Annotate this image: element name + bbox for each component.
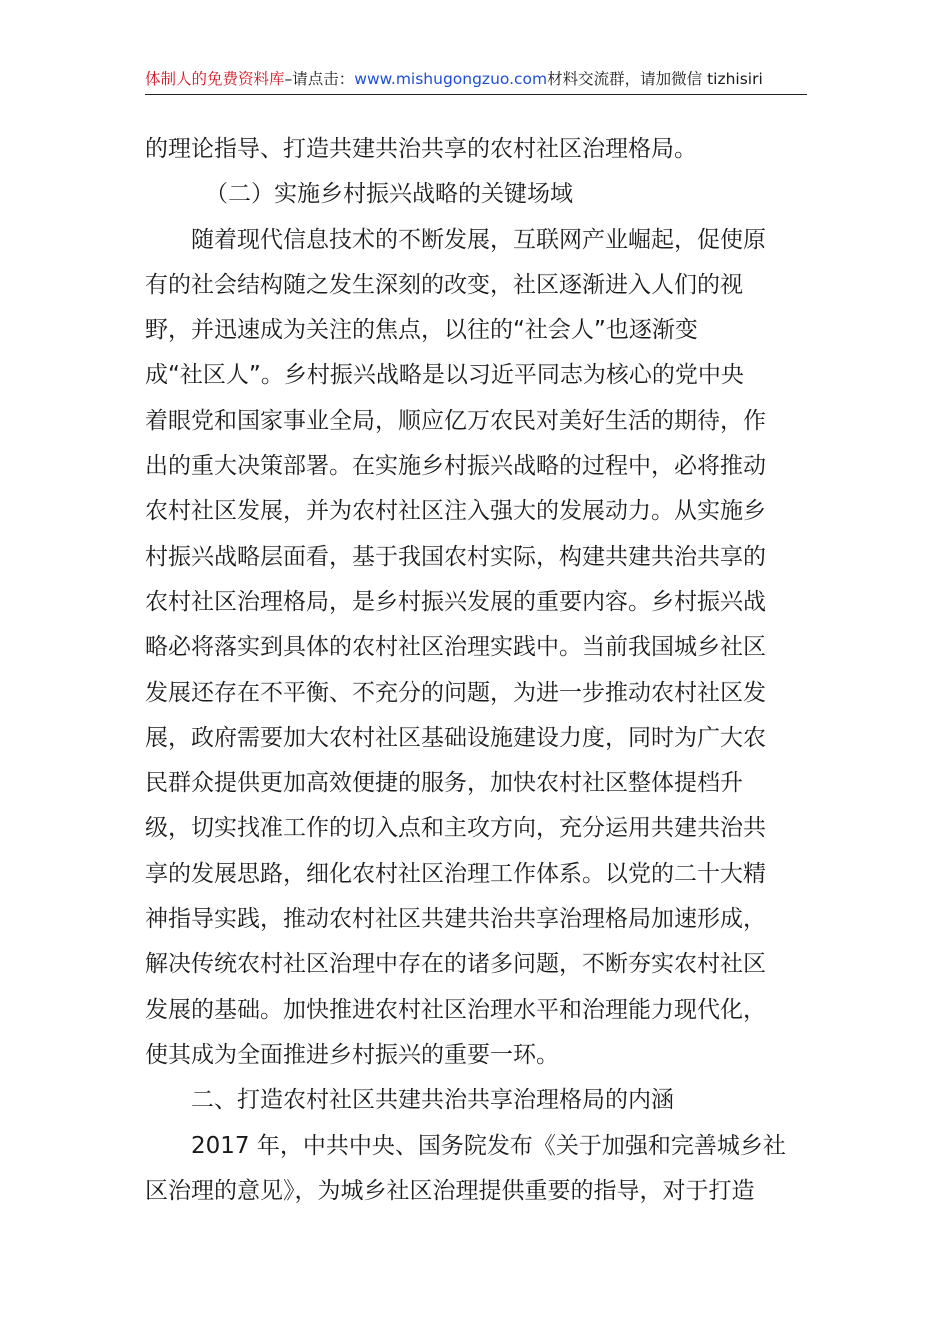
- click-prompt: –请点击：: [284, 70, 355, 88]
- paragraph-line: 发展还存在不平衡、不充分的问题，为进一步推动农村社区发: [145, 679, 766, 706]
- page-header: [145, 66, 807, 95]
- paragraph-line: 农村社区发展，并为农村社区注入强大的发展动力。从实施乡: [145, 498, 766, 525]
- wechat-note: 材料交流群，请加微信 tizhisiri: [547, 70, 763, 88]
- paragraph-line: 有的社会结构随之发生深刻的改变，社区逐渐进入人们的视: [145, 271, 743, 298]
- paragraph-line: 出的重大决策部署。在实施乡村振兴战略的过程中，必将推动: [145, 453, 766, 480]
- paragraph-line: 野，并迅速成为关注的焦点，以往的“社会人”也逐渐变: [145, 317, 698, 344]
- paragraph-line: 区治理的意见》，为城乡社区治理提供重要的指导，对于打造: [145, 1177, 755, 1204]
- paragraph-line: 随着现代信息技术的不断发展，互联网产业崛起，促使原: [191, 226, 766, 253]
- paragraph-line: 的理论指导、打造共建共治共享的农村社区治理格局。: [145, 136, 697, 162]
- paragraph-line: 着眼党和国家事业全局，顺应亿万农民对美好生活的期待，作: [145, 407, 766, 434]
- section-heading: （二）实施乡村振兴战略的关键场域: [205, 181, 573, 208]
- paragraph-line: 2017 年，中共中央、国务院发布《关于加强和完善城乡社: [191, 1132, 786, 1159]
- paragraph-line: 级，切实找准工作的切入点和主攻方向，充分运用共建共治共: [145, 815, 766, 842]
- paragraph-line: 略必将落实到具体的农村社区治理实践中。当前我国城乡社区: [145, 634, 766, 661]
- paragraph-line: 享的发展思路，细化农村社区治理工作体系。以党的二十大精: [145, 860, 766, 887]
- document-body: [145, 127, 807, 1214]
- paragraph-line: 神指导实践，推动农村社区共建共治共享治理格局加速形成，: [145, 906, 766, 933]
- paragraph-line: 成“社区人”。乡村振兴战略是以习近平同志为核心的党中央: [145, 362, 744, 389]
- paragraph-line: 使其成为全面推进乡村振兴的重要一环。: [145, 1041, 559, 1068]
- paragraph-line: 展，政府需要加大农村社区基础设施建设力度，同时为广大农: [145, 724, 766, 751]
- paragraph-line: 发展的基础。加快推进农村社区治理水平和治理能力现代化，: [145, 996, 766, 1023]
- brand-name: 体制人的免费资料库: [145, 70, 285, 88]
- paragraph-line: 村振兴战略层面看，基于我国农村实际，构建共建共治共享的: [145, 543, 766, 570]
- section-heading: 二、打造农村社区共建共治共享治理格局的内涵: [191, 1087, 674, 1114]
- paragraph-line: 民群众提供更加高效便捷的服务，加快农村社区整体提档升: [145, 770, 743, 797]
- paragraph-line: 解决传统农村社区治理中存在的诸多问题，不断夯实农村社区: [145, 951, 766, 978]
- website-link[interactable]: www.mishugongzuo.com: [354, 70, 548, 88]
- paragraph-line: 农村社区治理格局，是乡村振兴发展的重要内容。乡村振兴战: [145, 588, 766, 615]
